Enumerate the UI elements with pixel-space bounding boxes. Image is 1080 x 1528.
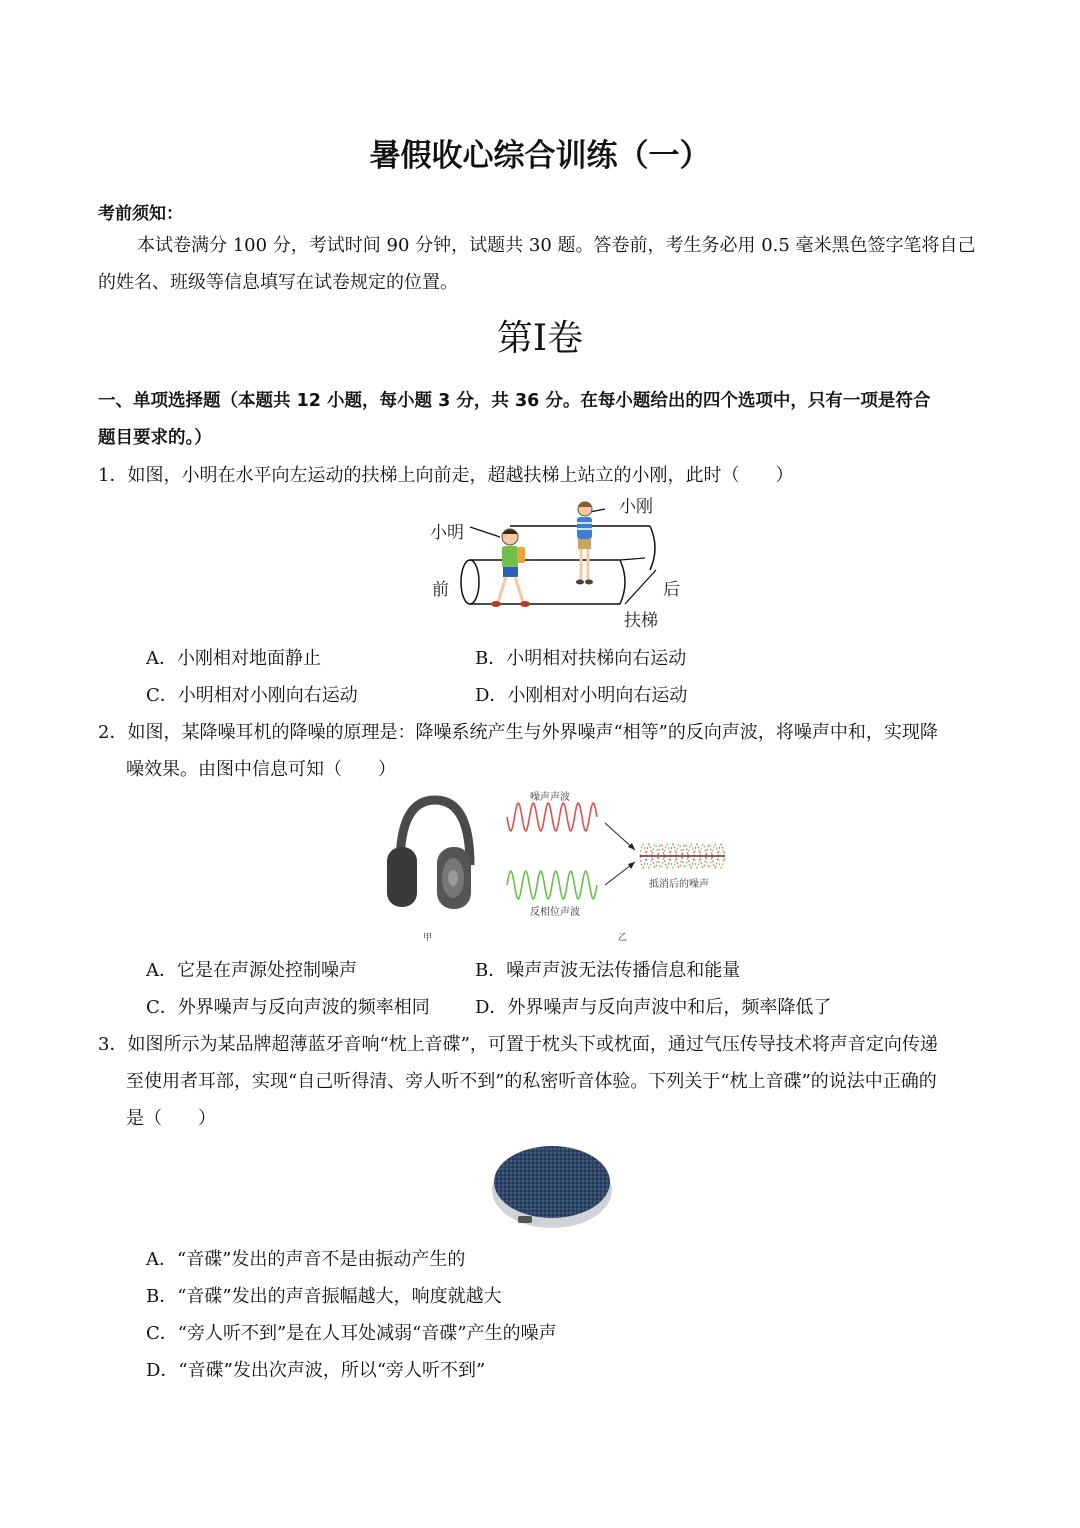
q3-option-a: A．“音碟”发出的声音不是由振动产生的: [146, 1249, 466, 1270]
label-back: 后: [663, 580, 680, 600]
xiaoming-figure: [491, 529, 530, 607]
q1-option-d: D．小刚相对小明向右运动: [475, 685, 688, 706]
q1-option-b: B．小明相对扶梯向右运动: [475, 648, 687, 669]
label-cancelled: 抵消后的噪声: [649, 879, 709, 890]
q3-option-c: C．“旁人听不到”是在人耳处减弱“音碟”产生的噪声: [146, 1323, 557, 1344]
section-heading-line2: 题目要求的。）: [98, 428, 212, 448]
label-jia: 甲: [423, 933, 433, 943]
notice-heading: 考前须知：: [98, 204, 183, 224]
question-2-stem-line1: 2．如图，某降噪耳机的降噪的原理是：降噪系统产生与外界噪声“相等”的反向声波，将噪声中和，实现降: [98, 722, 938, 743]
label-front: 前: [432, 580, 449, 600]
label-xiaoming: 小明: [430, 523, 464, 543]
question-3-stem-line1: 3．如图所示为某品牌超薄蓝牙音响“枕上音碟”，可置于枕头下或枕面，通过气压传导技术将声音定向传递: [98, 1034, 938, 1055]
label-yi: 乙: [618, 933, 628, 943]
label-xiaogang: 小刚: [619, 497, 653, 517]
q2-option-c: C．外界噪声与反向声波的频率相同: [146, 997, 430, 1018]
q1-option-c: C．小明相对小刚向右运动: [146, 685, 358, 706]
usb-port-icon: [518, 1216, 532, 1223]
question-3-stem-line2: 至使用者耳部，实现“自己听得清、旁人听不到”的私密听音体验。下列关于“枕上音碟”的说法中正确的: [126, 1071, 937, 1092]
escalator-figure: [420, 492, 680, 632]
label-noise-wave: 噪声声波: [530, 792, 570, 803]
xiaogang-figure: [576, 502, 593, 585]
noise-wave: [507, 803, 597, 831]
speaker-figure: [490, 1140, 615, 1232]
q2-option-b: B．噪声声波无法传播信息和能量: [475, 960, 741, 981]
page-title: 暑假收心综合训练（一）: [369, 138, 711, 174]
q2-option-a: A．它是在声源处控制噪声: [146, 960, 357, 981]
label-anti-wave: 反相位声波: [530, 907, 580, 918]
headphone-image: [387, 800, 471, 909]
question-1-stem: 1．如图，小明在水平向左运动的扶梯上向前走，超越扶梯上站立的小刚，此时（ ）: [98, 465, 794, 486]
question-3-stem-line3: 是（ ）: [126, 1108, 216, 1129]
volume-title: 第I卷: [496, 318, 584, 359]
q3-option-b: B．“音碟”发出的声音振幅越大，响度就越大: [146, 1286, 502, 1307]
section-heading-line1: 一、单项选择题（本题共 12 小题，每小题 3 分，共 36 分。在每小题给出的四个选项中，只有一项是符合: [98, 391, 931, 411]
label-escalator: 扶梯: [624, 611, 658, 631]
notice-text-line2: 的姓名、班级等信息填写在试卷规定的位置。: [98, 272, 458, 293]
escalator-left-end: [461, 560, 479, 604]
q3-option-d: D．“音碟”发出次声波，所以“旁人听不到”: [146, 1360, 486, 1381]
notice-text-line1: 本试卷满分 100 分，考试时间 90 分钟，试题共 30 题。答卷前，考生务必用 0.5 毫米黑色签字笔将自己: [137, 235, 976, 256]
q2-option-d: D．外界噪声与反向声波中和后，频率降低了: [475, 997, 832, 1018]
speaker-fabric-top: [494, 1146, 610, 1218]
anti-phase-wave: [507, 871, 597, 899]
question-2-stem-line2: 噪效果。由图中信息可知（ ）: [126, 759, 396, 780]
q1-option-a: A．小刚相对地面静止: [146, 648, 321, 669]
headphone-figure: [375, 785, 735, 945]
